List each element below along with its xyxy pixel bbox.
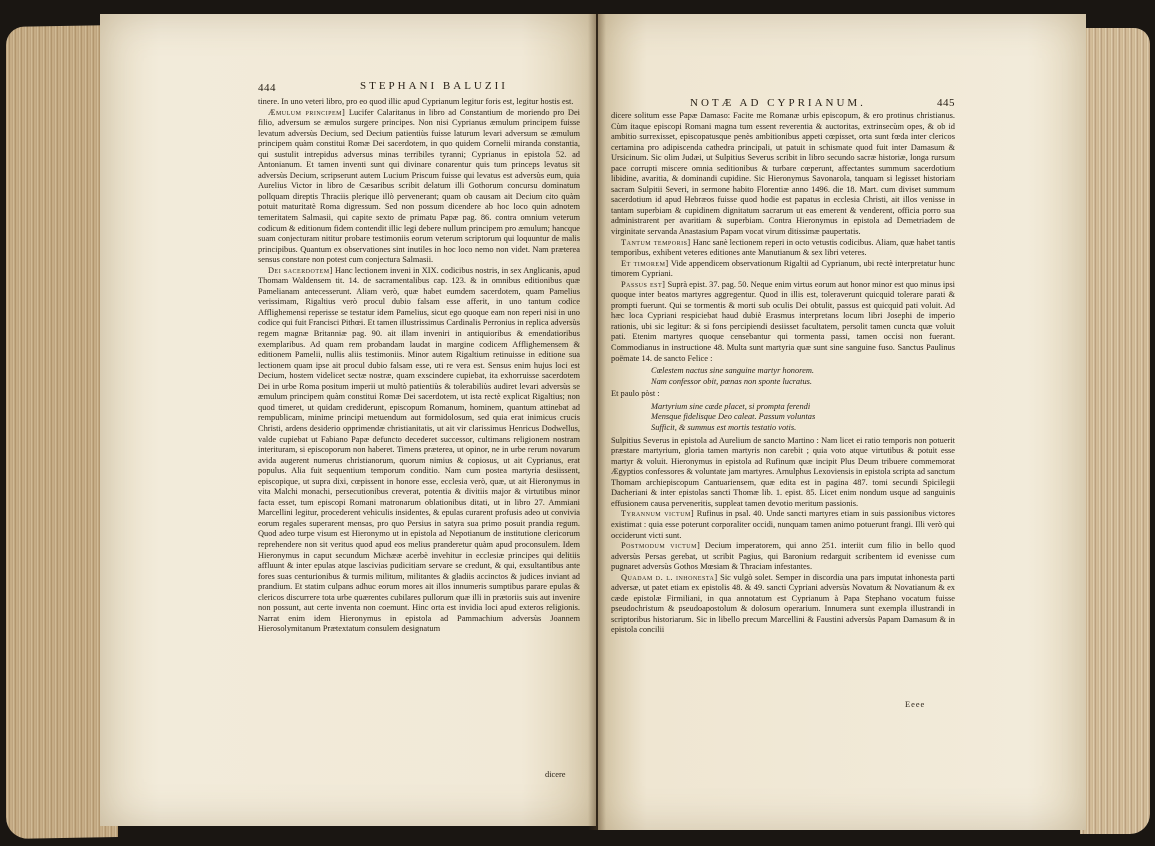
right-paragraph: Quadam d. l. inhonesta] Sic vulgò solet. Semper in discordia una pars imputat inhonesta parti adversæ, ut patet etiam ex epistolis 48. & 49. sancti Cypriani adversùs Novatum & Novatianum & ex cæde epistolæ Firmiliani, in qua annotatum est Cyprianum à Papa Stephano vocatum fuisse pseudochristum & pseudoapostolum & dolosum operarium. Innumera sunt exempla illustrandi in scriptoribus historiarum. Sic in libello precum Marcellini & Faustini adversùs Papam Damasum & in epistola concilii bbox=[611, 572, 955, 635]
book-gutter bbox=[588, 14, 606, 830]
lemma: Passus est] bbox=[621, 279, 666, 289]
verse-block: Cœlestem nactus sine sanguine martyr honorem. Nam confessor obit, pœnas non sponte lucratus. bbox=[651, 366, 814, 386]
right-paragraph: dicere solitum esse Papæ Damaso: Facite me Romanæ urbis episcopum, & ero protinus christianus. Cùm itaque episcopi Romani magna tum essent reverentia & auctoritas, extrinsecùm opes, & ob id ambitio surrexisset, episcopatusque penès ambitionibus appeti cœpisset, orta sunt fœda inter clericos certamina pro adipiscenda cathedra principali, ut patuit in schismate quod fuit inter Damasum & Ursicinum. Sic olim Judæi, ut Sulpitius Severus scribit in libro secundo sacræ historiæ, longa rursum pace corrupti miscere omnia seditionibus & turbare cœperunt, affectantes summum sacerdotium libidine, avaritia, & dominandi cupidine. Sic Hieronymus Savonarola, tanquam si legisset historiam sacram Sulpitii Severi, in sermone habito Florentiæ anno 1496. die 18. Mart. cum diviset summum sacerdotium id apud Hebræos fuisse quod hodie est papatus in ecclesia Christi, ait illos venisse in tantam superbiam & cupidinem dignitatum sacrarum ut eas emerent & venderent, officia porro sua administrarent per avaritiam & superbiam. Contra Hieronymus in epistola ad Demetriadem de virginitate servanda Anastasium Papam vocat virum ditissimæ paupertatis. bbox=[611, 111, 955, 237]
left-text-column bbox=[258, 97, 580, 797]
lemma: Quadam d. l. inhonesta] bbox=[621, 572, 718, 582]
right-paragraph: Et timorem] Vide appendicem observationum Rigaltii ad Cyprianum, ubi rectè interpretatur hunc timorem Cypriani. bbox=[611, 258, 955, 279]
right-paragraph: Tantum temporis] Hanc sanè lectionem reperi in octo vetustis codicibus. Aliam, quæ habet tantis temporibus, exhibent veteres editiones ante Manutianum & sex libri veteres. bbox=[611, 237, 956, 258]
lemma: Æmulum principem] bbox=[268, 107, 346, 117]
right-paragraph: Postmodum victum] Decium imperatorem, qui anno 251. interiit cum filio in bello quod adversùs Persas gerebat, ut scribit Pagius, qui Baronium redarguit scribentem id evenisse cum pugnaret adversùs Gothos Mœsiam & Thraciam infestantes. bbox=[611, 541, 956, 572]
right-paragraph: Sulpitius Severus in epistola ad Aurelium de sancto Martino : Nam licet ei ratio temporis non potuerit præstare martyrium, gloria tamen martyris non carebit ; quia voto atque virtutibus & potuit esse martyr & voluit. Hieronymus in epistola ad Rufinum quæ incipit Plus Deum tribuere commemorat Ægyptios confessores & voluntate jam martyres. Arnulphus Lexoviensis in epistola scripta ad sanctum Thomam archiepiscopum Cantuariensem, quæ edita est in pagina 487. tomi secundi Spicilegii Dacheriani & inter epistolas sancti Thomæ lib. 1. epist. 85. Licet enim nondum usque ad sanguinis effusionem causa perveneritis, suppleat tamen devotio meritum passionis. bbox=[611, 435, 956, 508]
lemma: Postmodum victum] bbox=[621, 541, 701, 551]
signature-mark: Eeee bbox=[905, 700, 926, 709]
left-paragraph: Dei sacerdotem] Hanc lectionem inveni in XIX. codicibus nostris, in sex Anglicanis, apud Thomam Waldensem tit. 14. de sacramentalibus cap. 123. & in omnibus editionibus quæ Pamelianam antecesserunt. Aliam verò, quæ habet eumdem sacerdotem, quam Pamelius verissimam, Rigaltius verò procul dubio falsam esse afferit, in uno tantum codice Afflighemensi reperisse se testatur idem Pamelius, sicut ego quoque eam non reperi nisi in uno codice qui fuit Francisci Pithœi. Et tamen illustrissimus Cardinalis Perronius in replica adversùs regem magnæ Britanniæ pag. 90. ait illam inveniri in antiquioribus & emendatioribus exemplaribus. Ad quam rem probandam laudat in margine codicem Afflighemensem & editionem Pamelii, nullis aliis testimoniis. Minor autem Rigaltium retinuisse in editione sua lectionem quam ipse ait procul dubio falsam esse, uti re vera est. Sensus enim hujus loci est Decium, hostem videlicet sectæ nostræ, quam exscindere cupiebat, ita exhorruisse sacerdotem Dei in urbe Roma positum imperii ut multò patientiùs & tolerabiliùs audiret levari adversùs se æmulum principem quàm constitui Romæ Dei sacerdotem, ut ista rectè explicat Rigaltius; non quod timeret, ut quidam crediderunt, episcopum Romanum, hominem, quantum attinebat ad rempublicam, minime principi metuendum aut formidolosum, sed quia erat inimicus crucis Christi, ardens desiderio opprimendæ christianitatis, ut ait vir clarissimus Henricus Dodwellus, valde cupiebat ut Fabiano Papæ defuncto decederet successor, cultimans religionem nostram interituram, si episcoporum non haberet. Timens præterea, ut opinor, ne in urbe rerum novarum avida augerent numerus christianorum, quorum nimius & copiosus, ut ait Cyprianus, erat populus. Alia fuit sequentium temporum conditio. Nam cum postea martyria desiissent, episcopique, ut supra dixi, cœpissent in honore esse, ecclesia verò, quæ, ut ait Hieronymus in vita Malchi monachi, persecutionibus creverat, potentia & divitiis major & virtutibus minor facta esset, tum episcopi Romani matronarum oblationibus ditati, ut in libro 27. Ammiani Marcellini legitur, procederent vehiculis insidentes, & epulas curarent profusis adeo ut convivia eorum regales superarent mensas, pro quo Persius in satyra sua primo posuit prandia regum. Quod adeo turpe visum est Hieronymo ut in epistola ad Nepotianum de institutione clericorum reprehendere non sit veritus quod apud eos melius pranderetur quàm apud proconsulem. Idem Hieronymus in caput secundum Michææ acerbè invehitur in ecclesiæ principes qui delitiis affluunt & inter epulas atque lascivias pudicitiam servare se credunt, & qui, exsultantibus ante fores suas centurionibus & turmis militum, militantes & gladiis accinctos & judices inviant ad prandium. Et statim culpans adhuc eorum mores ait illos innumeris sumptibus parare epulas & clericos discurrere tota urbe quærentes cubilares pullorum quæ illi in prætoriis suis aut invenire non possunt, aut certe inventa non coemunt. Hinc orta est invidia loci apud exteros religionis. Narrat enim idem Hieronymus in epistola ad Pammachium adversùs Joannem Hierosolymitanum Prætextatum consulem designatum bbox=[258, 265, 581, 634]
right-paragraph: Tyrannum victum] Rufinus in psal. 40. Unde sancti martyres etiam in suis passionibus victores existimat : quia esse poterunt corporaliter occidi, nunquam tamen animo potuerunt frangi. Illi verò qui occiderunt victi sunt. bbox=[611, 509, 956, 540]
lemma: Dei sacerdotem] bbox=[268, 265, 333, 275]
right-text-column bbox=[611, 111, 955, 711]
right-page-edges bbox=[1080, 28, 1150, 834]
lemma: Tantum temporis] bbox=[621, 237, 691, 247]
left-page-number: 444 bbox=[258, 82, 276, 94]
left-paragraph: tinere. In uno veteri libro, pro eo quod illic apud Cyprianum legitur foris est, legitur hostis est. bbox=[258, 97, 574, 106]
right-running-head: NOTÆ AD CYPRIANUM. bbox=[690, 97, 866, 109]
catchword: dicere bbox=[545, 770, 566, 779]
right-page-number: 445 bbox=[937, 97, 955, 109]
lemma: Et timorem] bbox=[621, 258, 669, 268]
left-running-head: STEPHANI BALUZII bbox=[360, 80, 508, 92]
lemma: Tyrannum victum] bbox=[621, 509, 695, 519]
verse-block: Martyrium sine cæde placet, si prompta ferendi Mensque fidelisque Deo caleat. Passum voluntas Sufficit, & summus est mortis testatio votis. bbox=[651, 401, 816, 433]
right-plain-line: Et paulo pòst : bbox=[611, 389, 660, 399]
right-paragraph: Passus est] Suprà epist. 37. pag. 50. Neque enim virtus eorum aut honor minor est quo minus ipsi quoque inter beatos martyres aggregentur. Quod in illis est, toleraverunt quicquid tolerare parati & prompti fuerunt. Qui se tormentis & morti sub oculis Dei obtulit, passus est quicquid pati voluit. Ad hæc loca Cypriani respiciebat haud dubiè Erasmus interpretans locum libri Josephi de imperio rationis, ubi sic legitur: & si fons percipiendi desiisset facultatem, persolit tamen cuncta quæ voluit pati. Etenim martyres quoque censebantur qui tormenta passi, tamen occisi non fuerant. Commodianus in instructione 48. Multa sunt martyria quæ sunt sine sanguine fuso. Sanctus Paulinus poëmate 14. de sancto Felice : bbox=[611, 279, 955, 363]
left-paragraph: Æmulum principem] Lucifer Calaritanus in libro ad Constantium de moriendo pro Dei filio, adversum se æmulos surgere principes. Non nisi Cyprianus æmulum principem fuisse levatum adversùs Decium, sed Decium patientiùs fuisse laturum levari adversum se æmulum principem quàm constitui Romæ Dei sacerdotem, in quo quidem Cornelii miranda constantia, qui sustulit intrepidus adversus minas terribiles tyranni; Cyprianus in epistola 52. ad Antonianum. Et tamen inventi sunt qui divinare conarentur quis tum princeps levatus sit adversùs Decium, scripserunt autem Lucium Priscum fuisse qui levatus est adversùs eum, quia Aurelius Victor in libro de Cæsaribus scribit delatum illi Gothorum concursu dominatum pollquam direptis Thraciis plerique illò pervenerant; quam ob causam ait Decium cito quàm potuit maturitatè Roma digressum. Sed non possum dicendere ab hoc loco quin adnotem temeritatem Salmasii, qui capite sexto de primatu Papæ pag. 86. contra omnium veterum codicum & editionum fidem contendit illic legi debere nullum principem pro æmulum; hancque suam conjecturam nititur probare testimoniis eorum veterum scriptorum qui loquuntur de malis principibus. Quantum ex observationes sint inutiles in hoc loco nemo non videt. Nam præterea sensus constare non potest cum conjectura Salmasii. bbox=[258, 107, 580, 265]
